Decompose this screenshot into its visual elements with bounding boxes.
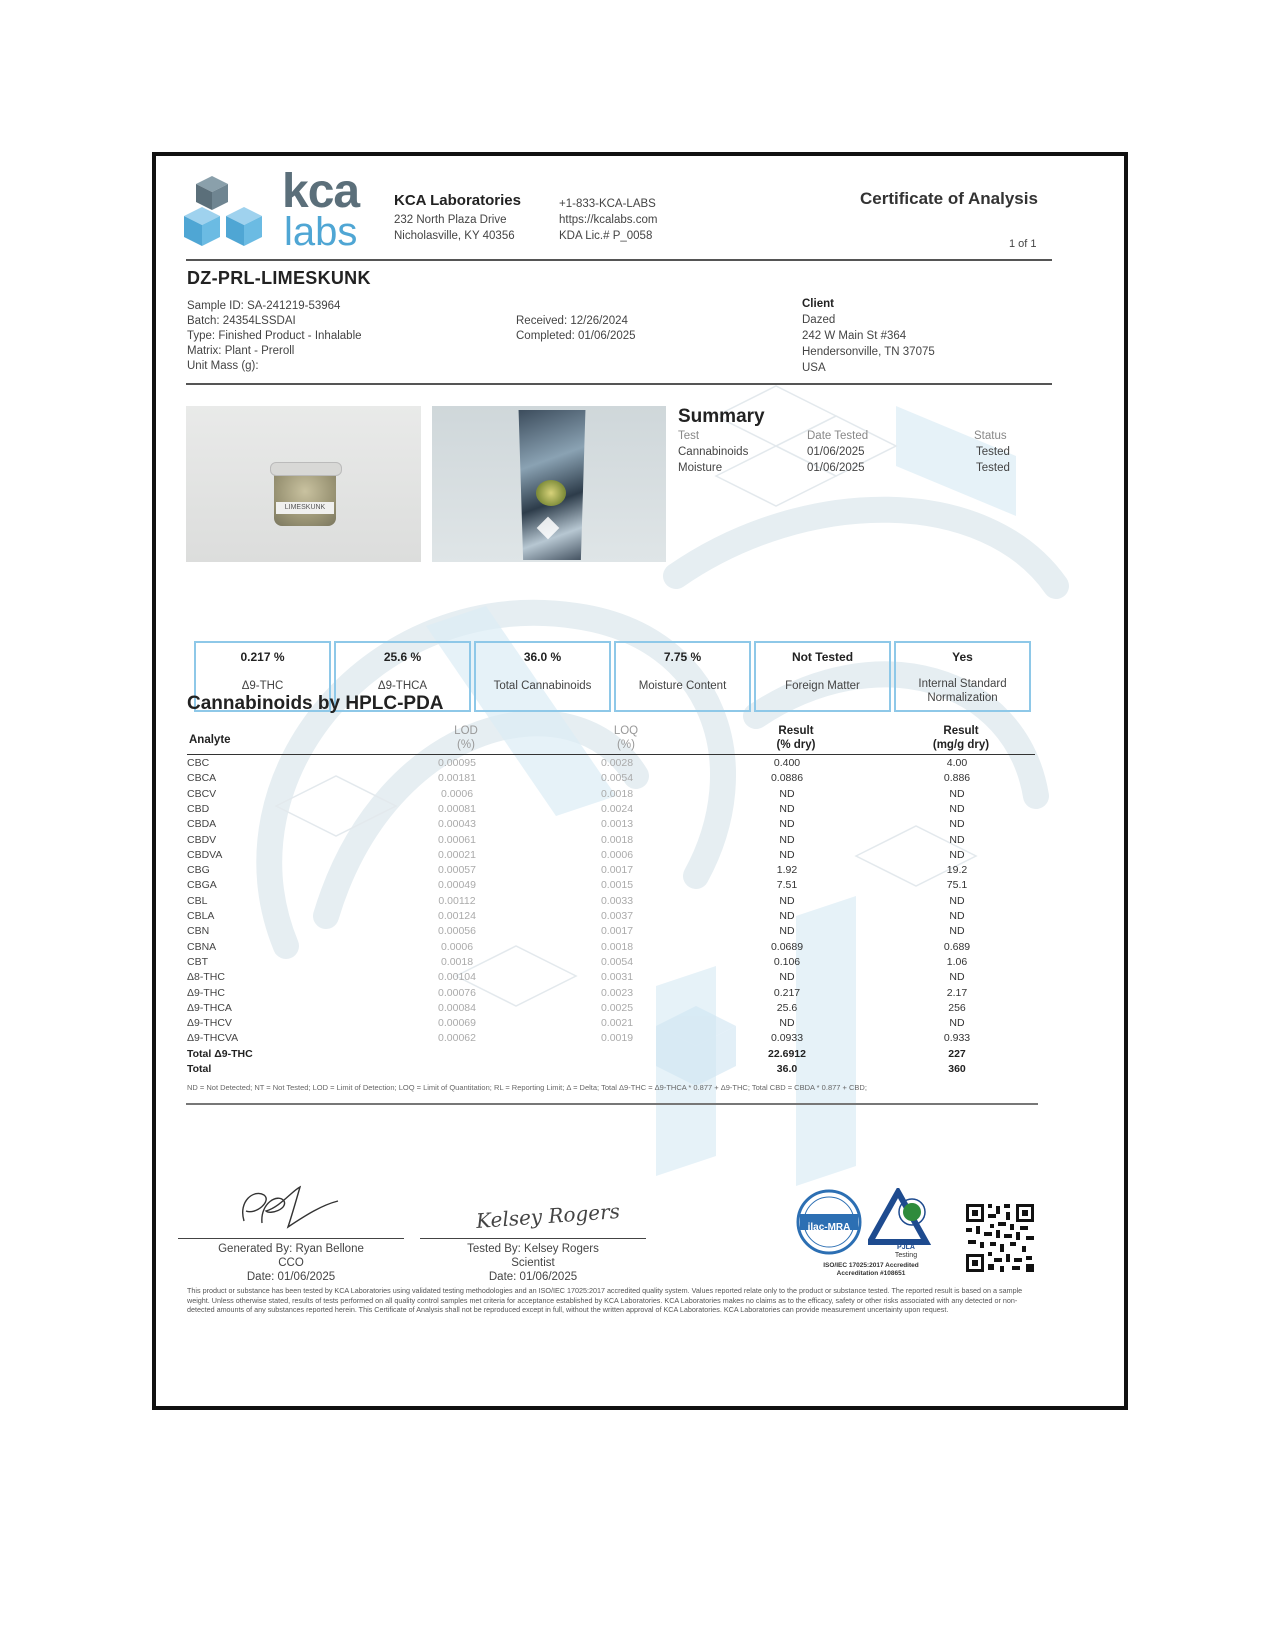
table-header-divider [187, 754, 1035, 755]
logo-kca-text: kca [282, 165, 360, 218]
analyte-cell: Δ8-THC [187, 971, 225, 984]
sample-type: Type: Finished Product - Inhalable [187, 330, 362, 342]
col-result-mg-header: Result (mg/g dry) [932, 725, 990, 751]
table-row [187, 1017, 1037, 1033]
page-number: 1 of 1 [1009, 238, 1037, 250]
lod-cell: 0.00084 [438, 1001, 476, 1014]
signature-line-tested [420, 1238, 646, 1239]
loq-cell: 0.0018 [600, 833, 634, 846]
analyte-cell: CBL [187, 894, 208, 907]
iso-accreditation-text: ISO/IEC 17025:2017 Accredited Accreditation #108651 [823, 1262, 919, 1277]
stat-value: 25.6 % [383, 650, 422, 664]
result-pct-cell: ND [779, 910, 795, 922]
loq-cell: 0.0018 [600, 787, 634, 800]
loq-cell: 0.0024 [600, 802, 634, 815]
result-mg-cell: 1.06 [946, 955, 968, 968]
table-row [187, 1063, 1037, 1079]
lod-cell: 0.00104 [438, 971, 476, 984]
completed-date: Completed: 01/06/2025 [516, 330, 636, 342]
summary-header-date: Date Tested [807, 430, 869, 442]
client-address-2: Hendersonville, TN 37075 [802, 346, 935, 358]
summary-header-test: Test [678, 430, 700, 442]
summary-row-status: Tested [976, 462, 1010, 474]
lod-cell: 0.00021 [438, 848, 476, 861]
client-address-1: 242 W Main St #364 [802, 330, 907, 342]
result-mg-cell: 19.2 [946, 864, 968, 877]
lab-license: KDA Lic.# P_0058 [559, 230, 653, 242]
stat-box-total-cannabinoids [474, 641, 611, 712]
loq-cell: 0.0017 [600, 925, 634, 938]
lab-phone: +1-833-KCA-LABS [559, 198, 656, 210]
client-name: Dazed [802, 314, 836, 326]
result-pct-cell: 0.0933 [770, 1032, 804, 1045]
tested-by: Tested By: Kelsey Rogers Scientist Date: 01/06/2025 [467, 1243, 599, 1283]
table-row [187, 864, 1037, 880]
table-row [187, 956, 1037, 972]
summary-row-date: 01/06/2025 [807, 446, 865, 458]
sample-id: Sample ID: SA-241219-53964 [187, 300, 341, 312]
analyte-cell: Δ9-THC [187, 986, 225, 999]
loq-cell: 0.0015 [600, 879, 634, 892]
jar-label: LIMESKUNK [276, 502, 334, 514]
analyte-cell: CBG [187, 864, 210, 877]
stat-value: 7.75 % [663, 650, 702, 664]
result-mg-cell: 0.933 [943, 1032, 971, 1045]
col-loq-header: LOQ (%) [613, 725, 639, 751]
result-mg-cell: 0.689 [943, 940, 971, 953]
summary-title: Summary [678, 406, 765, 427]
lod-cell: 0.00081 [438, 802, 476, 815]
result-mg-cell: ND [949, 910, 965, 922]
sample-name: DZ-PRL-LIMESKUNK [187, 268, 371, 288]
stat-label: Moisture Content [638, 680, 727, 692]
summary-row-test: Moisture [678, 462, 723, 474]
analyte-cell: Δ9-THCVA [187, 1032, 239, 1045]
stat-label: Δ9-THC [241, 680, 284, 692]
sample-divider [186, 383, 1052, 385]
analyte-cell: CBLA [187, 910, 215, 922]
table-row [187, 757, 1037, 773]
lod-cell: 0.00095 [438, 757, 476, 769]
lod-cell: 0.00062 [438, 1032, 476, 1045]
result-mg-cell: ND [949, 1017, 965, 1030]
loq-cell: 0.0019 [600, 1032, 634, 1045]
result-mg-cell: ND [949, 925, 965, 938]
result-pct-cell: ND [779, 1017, 795, 1030]
signature-line-generated [178, 1238, 404, 1239]
result-pct-cell: 25.6 [776, 1001, 798, 1014]
result-mg-cell: ND [949, 833, 965, 846]
stat-box-foreign-matter [754, 641, 891, 712]
table-row [187, 925, 1037, 941]
loq-cell: 0.0033 [600, 894, 634, 907]
lod-cell: 0.00057 [438, 864, 476, 877]
stat-value: 36.0 % [523, 650, 562, 664]
result-pct-cell: ND [779, 894, 795, 907]
result-pct-cell: 36.0 [776, 1063, 798, 1075]
analyte-cell: CBN [187, 925, 210, 938]
table-row [187, 941, 1037, 957]
result-pct-cell: ND [779, 818, 795, 831]
product-package-photo [432, 406, 666, 562]
analyte-cell: CBDVA [187, 848, 223, 861]
loq-cell: 0.0037 [600, 910, 634, 922]
table-row [187, 849, 1037, 865]
summary-row-date: 01/06/2025 [807, 462, 865, 474]
analyte-cell: CBD [187, 802, 210, 815]
loq-cell: 0.0017 [600, 864, 634, 877]
stat-label: Total Cannabinoids [493, 680, 592, 692]
loq-cell: 0.0021 [600, 1017, 634, 1030]
client-country: USA [802, 362, 826, 374]
lod-cell: 0.0006 [440, 787, 474, 800]
stat-value: Not Tested [791, 650, 854, 664]
result-mg-cell: 227 [948, 1047, 966, 1060]
result-mg-cell: 4.00 [946, 757, 968, 769]
analyte-cell: Total [187, 1063, 212, 1075]
signature-kelsey-rogers: Kelsey Rogers [475, 1199, 621, 1233]
lod-cell: 0.00076 [438, 986, 476, 999]
result-mg-cell: ND [949, 787, 965, 800]
table-row [187, 818, 1037, 834]
lod-cell: 0.00069 [438, 1017, 476, 1030]
result-pct-cell: ND [779, 848, 795, 861]
ilac-text: ilac-MRA [807, 1222, 851, 1233]
analyte-cell: Δ9-THCA [187, 1001, 232, 1014]
analyte-cell: CBDV [187, 833, 217, 846]
pjla-text: PJLA Testing [894, 1244, 918, 1259]
product-jar-photo [186, 406, 421, 562]
result-mg-cell: ND [949, 818, 965, 831]
analyte-cell: CBT [187, 955, 208, 968]
analyte-cell: CBCV [187, 787, 217, 800]
sample-unit-mass: Unit Mass (g): [187, 360, 259, 372]
document-title: Certificate of Analysis [860, 189, 1038, 208]
lab-address-2: Nicholasville, KY 40356 [394, 230, 515, 242]
result-pct-cell: 0.106 [773, 955, 801, 968]
logo-labs-text: labs [284, 210, 358, 254]
lod-cell: 0.0006 [440, 940, 474, 953]
col-analyte-header: Analyte [189, 734, 231, 746]
result-pct-cell: 1.92 [776, 864, 798, 877]
result-mg-cell: ND [949, 971, 965, 984]
analyte-cell: CBC [187, 757, 210, 769]
lod-cell: 0.00112 [438, 894, 476, 907]
result-pct-cell: ND [779, 833, 795, 846]
table-row [187, 895, 1037, 911]
result-mg-cell: 256 [948, 1001, 966, 1014]
table-footnote: ND = Not Detected; NT = Not Tested; LOD = Limit of Detection; LOQ = Limit of Quantitation; RL = Reporting Limit; Δ = Delta; Total Δ9-THC = Δ9-THCA * 0.877 + Δ9-THC; Total CBD = CBDA * 0.877 + CBD; [187, 1083, 867, 1092]
result-mg-cell: 75.1 [946, 879, 968, 892]
kca-cubes-logo-icon [176, 176, 274, 256]
pjla-logo-icon [868, 1188, 938, 1246]
stat-box-internal-standard [894, 641, 1031, 712]
analyte-cell: Δ9-THCV [187, 1017, 232, 1030]
result-pct-cell: 0.0886 [770, 772, 804, 785]
result-pct-cell: 0.400 [773, 757, 801, 769]
lod-cell: 0.00056 [438, 925, 476, 938]
result-pct-cell: ND [779, 787, 795, 800]
signature-ryan-bellone [226, 1181, 346, 1236]
result-mg-cell: ND [949, 894, 965, 907]
cannabinoids-section-title: Cannabinoids by HPLC-PDA [187, 693, 444, 714]
loq-cell: 0.0025 [600, 1001, 634, 1014]
sample-batch: Batch: 24354LSSDAI [187, 315, 296, 327]
stat-label: Δ9-THCA [377, 680, 428, 692]
result-pct-cell: 0.217 [773, 986, 801, 999]
loq-cell: 0.0054 [600, 955, 634, 968]
table-row [187, 788, 1037, 804]
lod-cell: 0.00061 [438, 833, 476, 846]
stat-box-moisture [614, 641, 751, 712]
lab-website[interactable]: https://kcalabs.com [559, 214, 658, 226]
stat-value: Yes [952, 650, 973, 664]
result-mg-cell: 360 [948, 1063, 966, 1075]
result-pct-cell: ND [779, 802, 795, 815]
client-heading: Client [802, 298, 834, 310]
lab-address-1: 232 North Plaza Drive [394, 214, 507, 226]
table-row [187, 987, 1037, 1003]
loq-cell: 0.0013 [600, 818, 634, 831]
analyte-cell: Total Δ9-THC [187, 1047, 253, 1060]
table-row [187, 1002, 1037, 1018]
table-row [187, 1032, 1037, 1048]
loq-cell: 0.0028 [600, 757, 634, 769]
loq-cell: 0.0023 [600, 986, 634, 999]
col-lod-header: LOD (%) [454, 725, 478, 751]
summary-row-status: Tested [976, 446, 1010, 458]
table-row [187, 803, 1037, 819]
qr-code-icon[interactable] [964, 1202, 1036, 1274]
summary-header-status: Status [974, 430, 1007, 442]
loq-cell: 0.0006 [600, 848, 634, 861]
certificate-page [152, 152, 1128, 1410]
lab-name: KCA Laboratories [394, 192, 521, 209]
result-mg-cell: ND [949, 848, 965, 861]
table-row [187, 879, 1037, 895]
col-result-pct-header: Result (% dry) [776, 725, 816, 751]
analyte-cell: CBDA [187, 818, 217, 831]
table-row [187, 834, 1037, 850]
result-pct-cell: ND [779, 925, 795, 938]
analyte-cell: CBGA [187, 879, 217, 892]
result-pct-cell: 0.0689 [770, 940, 804, 953]
stat-label: Foreign Matter [785, 680, 860, 692]
result-pct-cell: 22.6912 [768, 1047, 806, 1060]
table-row [187, 772, 1037, 788]
lod-cell: 0.00181 [438, 772, 476, 785]
analyte-cell: CBCA [187, 772, 217, 785]
loq-cell: 0.0018 [600, 940, 634, 953]
stat-label: Internal Standard Normalization [918, 678, 1007, 704]
summary-row-test: Cannabinoids [678, 446, 749, 458]
stat-value: 0.217 % [240, 650, 285, 664]
result-mg-cell: 2.17 [946, 986, 968, 999]
result-mg-cell: 0.886 [943, 772, 971, 785]
sample-matrix: Matrix: Plant - Preroll [187, 345, 295, 357]
result-mg-cell: ND [949, 802, 965, 815]
analyte-cell: CBNA [187, 940, 217, 953]
legal-disclaimer: This product or substance has been tested by KCA Laboratories using validated testing methodologies and an ISO/IEC 17025:2017 accredited quality system. Values reported relate only to the product or substance tested. The reported result is based on a sample weight. Unless otherwise stated, results of tests performed on all quality control samples met criteria for acceptance established by KCA Laboratories. KCA Laboratories makes no claims as to the efficacy, safety or other risks associated with any detected or non-detected amounts of any substances reported herein. This Certificate of Analysis shall not be reproduced except in full, without the written approval of KCA Laboratories. KCA Laboratories can provide measurement uncertainty upon request. [187, 1286, 1023, 1314]
table-row [187, 910, 1037, 926]
generated-by: Generated By: Ryan Bellone CCO Date: 01/06/2025 [218, 1243, 364, 1283]
table-row [187, 971, 1037, 987]
result-pct-cell: 7.51 [776, 879, 798, 892]
table-bottom-divider [186, 1103, 1038, 1105]
lod-cell: 0.00124 [438, 910, 476, 922]
lod-cell: 0.0018 [440, 955, 474, 968]
received-date: Received: 12/26/2024 [516, 315, 628, 327]
lod-cell: 0.00043 [438, 818, 476, 831]
header-divider [186, 259, 1052, 261]
loq-cell: 0.0031 [600, 971, 634, 984]
loq-cell: 0.0054 [600, 772, 634, 785]
table-row [187, 1048, 1037, 1064]
lod-cell: 0.00049 [438, 879, 476, 892]
result-pct-cell: ND [779, 971, 795, 984]
